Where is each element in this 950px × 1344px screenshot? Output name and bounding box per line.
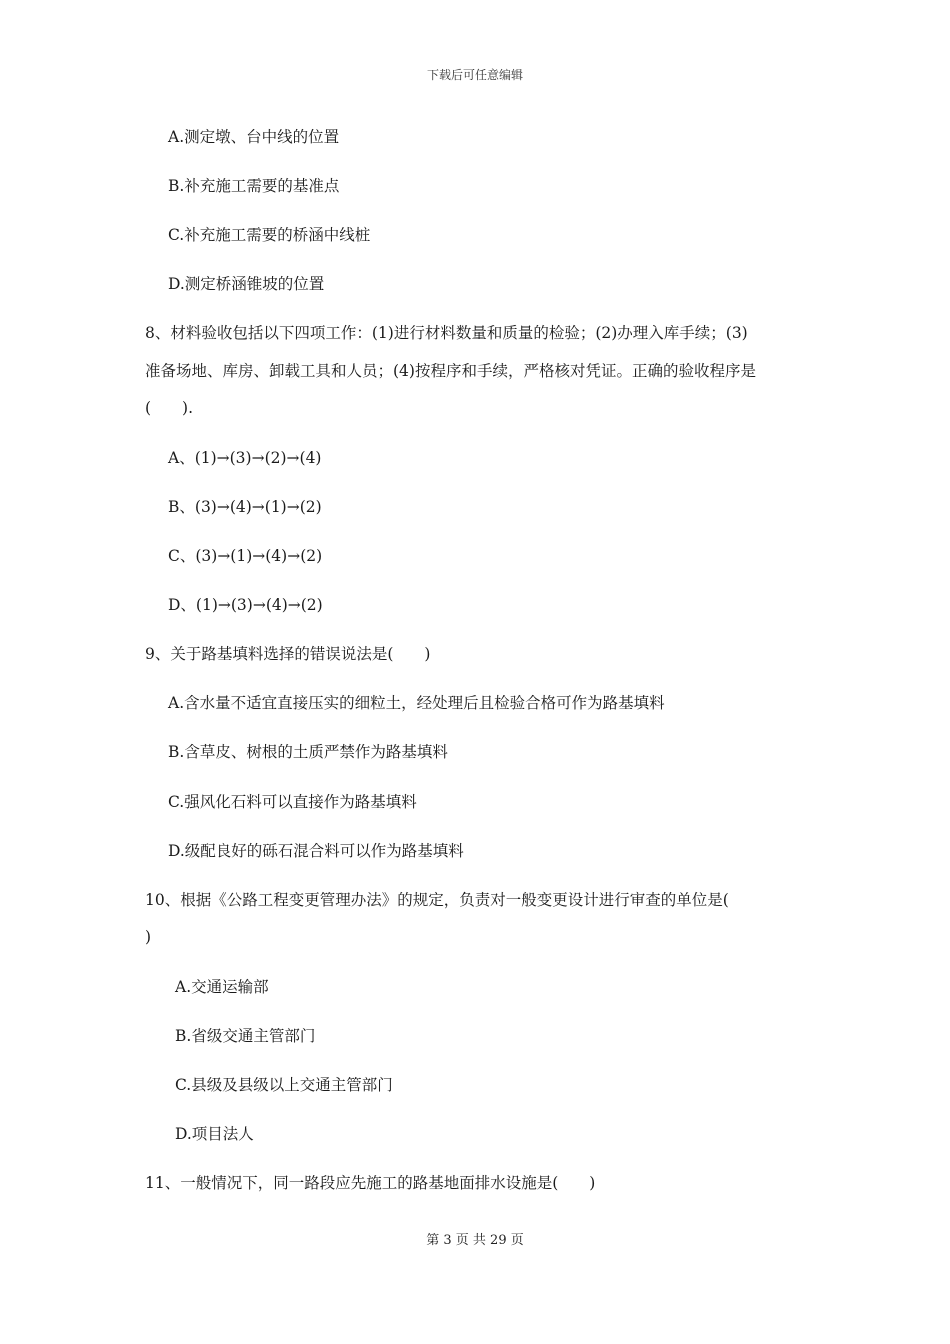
q11-stem: 11、一般情况下，同一路段应先施工的路基地面排水设施是( ) [145, 1174, 596, 1192]
q8-stem-line-3: ( ). [145, 399, 194, 417]
q10-stem-line-1: 10、根据《公路工程变更管理办法》的规定，负责对一般变更设计进行审查的单位是( [145, 891, 729, 909]
q10-option-b: B.省级交通主管部门 [175, 1027, 316, 1045]
page-footer: 第 3 页 共 29 页 [426, 1233, 524, 1248]
q10-option-d: D.项目法人 [175, 1125, 254, 1143]
q8-option-b: B、(3)→(4)→(1)→(2) [168, 498, 322, 516]
q9-option-b: B.含草皮、树根的土质严禁作为路基填料 [168, 743, 448, 761]
q9-option-d: D.级配良好的砾石混合料可以作为路基填料 [168, 842, 464, 860]
q7-option-a: A.测定墩、台中线的位置 [168, 128, 340, 146]
q8-option-a: A、(1)→(3)→(2)→(4) [168, 449, 322, 467]
q9-option-a: A.含水量不适宜直接压实的细粒土，经处理后且检验合格可作为路基填料 [168, 694, 665, 712]
q8-option-d: D、(1)→(3)→(4)→(2) [168, 596, 323, 614]
q10-stem-line-2: ) [145, 928, 152, 946]
q9-option-c: C.强风化石料可以直接作为路基填料 [168, 793, 417, 811]
q7-option-b: B.补充施工需要的基准点 [168, 177, 340, 195]
q10-option-c: C.县级及县级以上交通主管部门 [175, 1076, 393, 1094]
q8-option-c: C、(3)→(1)→(4)→(2) [168, 547, 323, 565]
q7-option-d: D.测定桥涵锥坡的位置 [168, 275, 325, 293]
q7-option-c: C.补充施工需要的桥涵中线桩 [168, 226, 371, 244]
page-header: 下载后可任意编辑 [426, 68, 523, 82]
q8-stem-line-1: 8、材料验收包括以下四项工作：(1)进行材料数量和质量的检验；(2)办理入库手续；(3) [145, 324, 748, 342]
q9-stem: 9、关于路基填料选择的错误说法是( ) [145, 645, 431, 663]
q8-stem-line-2: 准备场地、库房、卸载工具和人员；(4)按程序和手续，严格核对凭证。正确的验收程序是 [145, 362, 756, 380]
q10-option-a: A.交通运输部 [175, 978, 269, 996]
